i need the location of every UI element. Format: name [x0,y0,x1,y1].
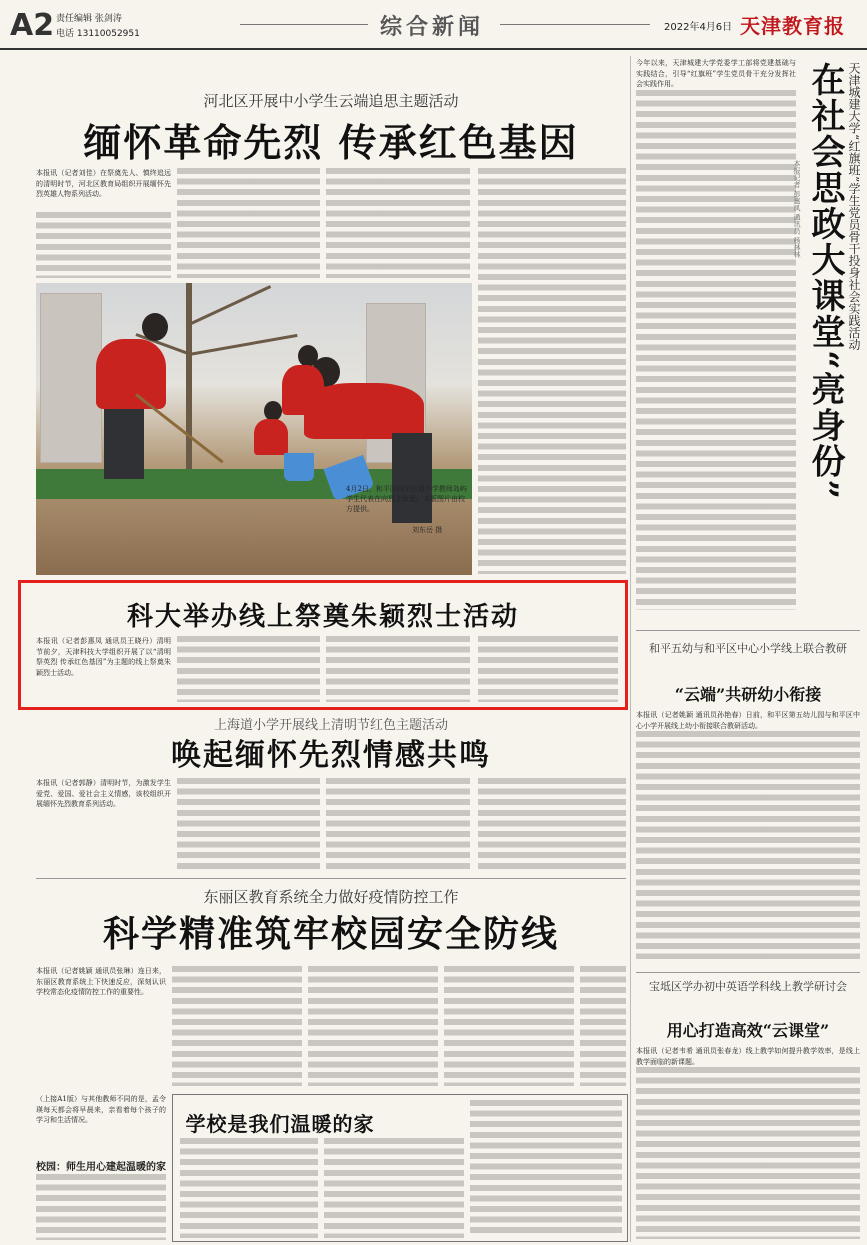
page-number: A2 [10,8,55,43]
article5-headline: 学校是我们温暖的家 [185,1112,375,1136]
article5-col2 [180,1138,318,1238]
divider [636,972,860,973]
article4-col5 [580,966,626,1086]
person-red-vest [254,419,288,455]
tree-branch [188,285,271,326]
article2-lead: 本报讯（记者彭惠凤 通讯员王晓丹）清明节前夕，天津科技大学组织开展了以“清明祭英烈 传承红色基因”为主题的线上祭奠朱颖烈士活动。 [36,637,171,677]
article3-col2 [177,778,320,872]
bucket [284,453,314,481]
article3-col3 [326,778,470,872]
article1-kicker: 河北区开展中小学生云端追思主题活动 [203,92,459,110]
article2-col3 [326,636,470,702]
right-article3-kicker: 宝坻区学办初中英语学科线上教学研讨会 [649,980,847,993]
article3-lead: 本报讯（记者郭静）清明时节，为激发学生爱党、爱国、爱社会主义情感，该校组织开展缅怀先烈教育系列活动。 [36,779,171,809]
article4-col1 [36,966,166,1086]
person-head [142,313,168,341]
editor-info [56,12,140,42]
article4-col4 [444,966,574,1086]
article5-col4 [470,1100,622,1238]
article4-col3 [308,966,438,1086]
right-article2-headline: “云端”共研幼小衔接 [674,685,822,704]
article2-col2 [177,636,320,702]
photo-caption: 4月2日，和平区四中东道小学教师岛屿学生代表在向烈士致意。本版图片由校方提供。 [346,485,467,513]
article2-col1 [36,636,171,702]
article1-col3 [326,168,470,278]
article4-kicker: 东丽区教育系统全力做好疫情防控工作 [203,888,459,906]
article4-col2 [172,966,302,1086]
building-left [40,293,102,463]
article2-headline: 科大举办线上祭奠朱颖烈士活动 [126,602,519,632]
right-article3-body [636,1046,860,1240]
article1-col4 [478,168,626,574]
right-feature-headline: 在社会思政大课堂“亮身份” [805,62,845,502]
article3-col4 [478,778,626,872]
section-rule-left [240,24,368,25]
article5-col1 [36,1094,166,1154]
editor-name: 责任编辑 张剑涛 [56,14,122,24]
article3-col1 [36,778,171,872]
article5-col3 [324,1138,464,1238]
editor-phone: 电话 13110052951 [56,29,140,39]
issue-date: 2022年4月6日 [664,22,733,33]
right-feature-byline: 本报记者 彭惠凤 通讯员 杨林林 [793,160,801,258]
article1-col1-fill [36,212,171,278]
article5-col1-more [36,1174,166,1240]
article3-kicker: 上海道小学开展线上清明节红色主题活动 [213,718,448,733]
tree-trunk [186,283,192,483]
article5-lead: （上接A1版）与其他教师不同的是，孟令瑛每天都会将早晨来，亲看着每个孩子的学习和生活情况。 [36,1095,166,1125]
paper-logo: 天津教育报 [740,14,845,38]
article1-photo [36,283,472,575]
article1-headline: 缅怀革命先烈 传承红色基因 [83,120,579,165]
right-article3-headline: 用心打造高效“云课堂” [666,1021,830,1040]
person-pants [104,409,144,479]
person-red-vest [282,365,324,415]
article4-lead: 本报讯（记者姚颖 通讯员张琳）连日来，东丽区教育系统上下快速反应，深刻认识学校常态化疫情防控工作的重要性。 [36,967,166,997]
page-masthead [0,0,867,50]
right-feature-kicker: 天津城建大学“红旗班”学生党员骨干投身社会实践活动 [847,62,861,351]
article2-col4 [478,636,618,702]
right-article3-lead: 本报讯（记者韦希 通讯员张春龙）线上教学如何提升教学效率，是线上教学面临的新课题。 [636,1047,860,1066]
photo-credit: 刘东岳 摄 [412,526,443,534]
right-feature-body [636,58,796,610]
right-feature-lead: 今年以来，天津城建大学党委学工部将党建基础与实践结合，引导“红旗班”学生党员骨干充分发挥社会实践作用。 [636,59,796,89]
right-article2-body [636,710,860,960]
column-divider [630,56,631,1242]
article1-lead: 本报讯（记者刘佳）在祭奠先人、慎终追远的清明时节，河北区教育局组织开展缅怀先烈英雄人物系列活动。 [36,169,171,199]
right-article2-lead: 本报讯（记者姚颖 通讯员孙艳春）日前，和平区第五幼儿园与和平区中心小学开展线上幼小衔接联合教研活动。 [636,711,860,730]
section-rule-right [500,24,650,25]
article5-subhead: 校园：师生用心建起温暖的家 [36,1162,166,1173]
article4-headline: 科学精准筑牢校园安全防线 [102,913,559,955]
person-head [298,345,318,367]
divider [36,878,626,879]
divider [636,630,860,631]
section-title: 综合新闻 [380,14,485,40]
article3-headline: 唤起缅怀先烈情感共鸣 [171,738,491,773]
person-red-vest [96,339,166,409]
article1-col2 [177,168,320,278]
right-article2-kicker: 和平五幼与和平区中心小学线上联合教研 [649,642,847,655]
person-head [264,401,282,421]
shovel [135,393,224,463]
tree-branch [189,334,298,356]
